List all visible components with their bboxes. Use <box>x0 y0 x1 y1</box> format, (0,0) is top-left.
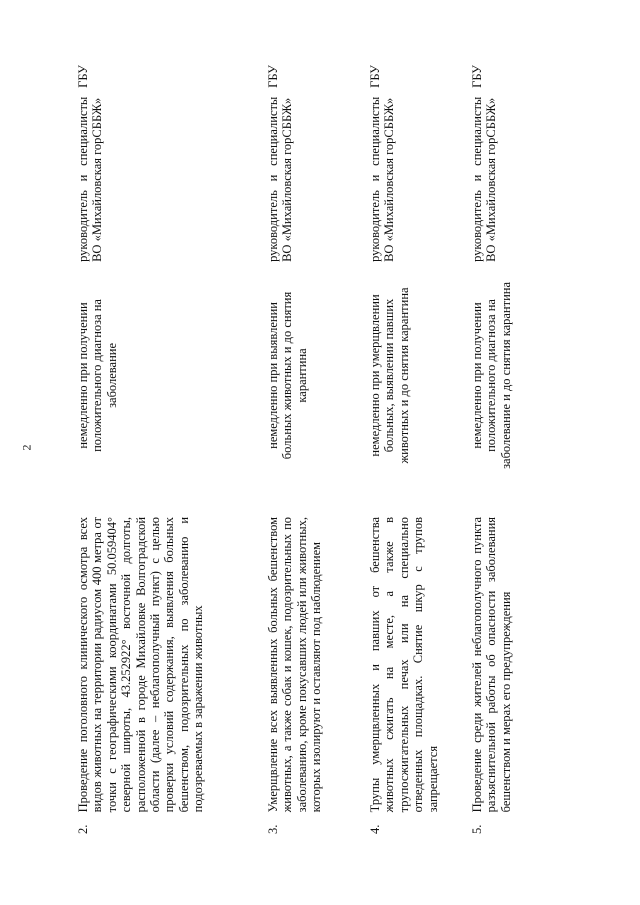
row-number: 5. <box>470 824 484 834</box>
row-number: 2. <box>76 824 90 834</box>
page-number: 2 <box>19 444 34 451</box>
action-text: Проведение поголовного клинического осмотра всех видов животных на территории радиусом 400 метра от точки с географическими координатами 50.059404° северной широты, 43.252922° восточной долготы, расположенной в городе Михайловке Волгоградской области (далее – неблагополучный пункт) с целью проверки условий содержания, выявления больных бешенством, подозрительных по заболеванию и подозреваемых в заражении животных <box>76 516 206 813</box>
rotated-table <box>68 65 548 840</box>
responsible-text: руководитель и специалисты ГБУ ВО «Михайловская горСББЖ» <box>266 65 295 262</box>
action-text: Трупы умерщвленных и павших от бешенства животных сжигать на месте, а также в трупосжигательных печах или на специально отведенных площадках. Снятие шкур с трупов запрещается <box>368 516 440 813</box>
term-text: немедленно при получении положительного диагноза на заболевание и до снятия карантина <box>470 281 513 469</box>
row-number: 4. <box>368 824 382 834</box>
table-row <box>266 65 324 840</box>
table-row <box>76 65 206 840</box>
table-row <box>368 65 440 840</box>
responsible-text: руководитель и специалисты ГБУ ВО «Михайловская горСББЖ» <box>470 65 499 262</box>
term-text: немедленно при получении положительного диагноза на заболевание <box>76 299 119 452</box>
term-text: немедленно при выявлении больных животных и до снятия карантина <box>266 291 309 460</box>
responsible-text: руководитель и специалисты ГБУ ВО «Михайловская горСББЖ» <box>76 65 105 262</box>
term-text: немедленно при умерщвлении больных, выявлении павших животных и до снятия карантина <box>368 287 411 464</box>
action-text: Проведение среди жителей неблагополучного пункта разъяснительной работы об опасности заболевания бешенством и мерах его предупреждения <box>470 516 513 813</box>
responsible-text: руководитель и специалисты ГБУ ВО «Михайловская горСББЖ» <box>368 65 397 262</box>
table-row <box>470 65 513 840</box>
row-number: 3. <box>266 824 280 834</box>
action-text: Умерщвление всех выявленных больных бешенством животных, а также собак и кошек, подозрительных по заболеванию, кроме покусавших людей или животных, которых изолируют и оставляют под наблюдением <box>266 516 324 813</box>
